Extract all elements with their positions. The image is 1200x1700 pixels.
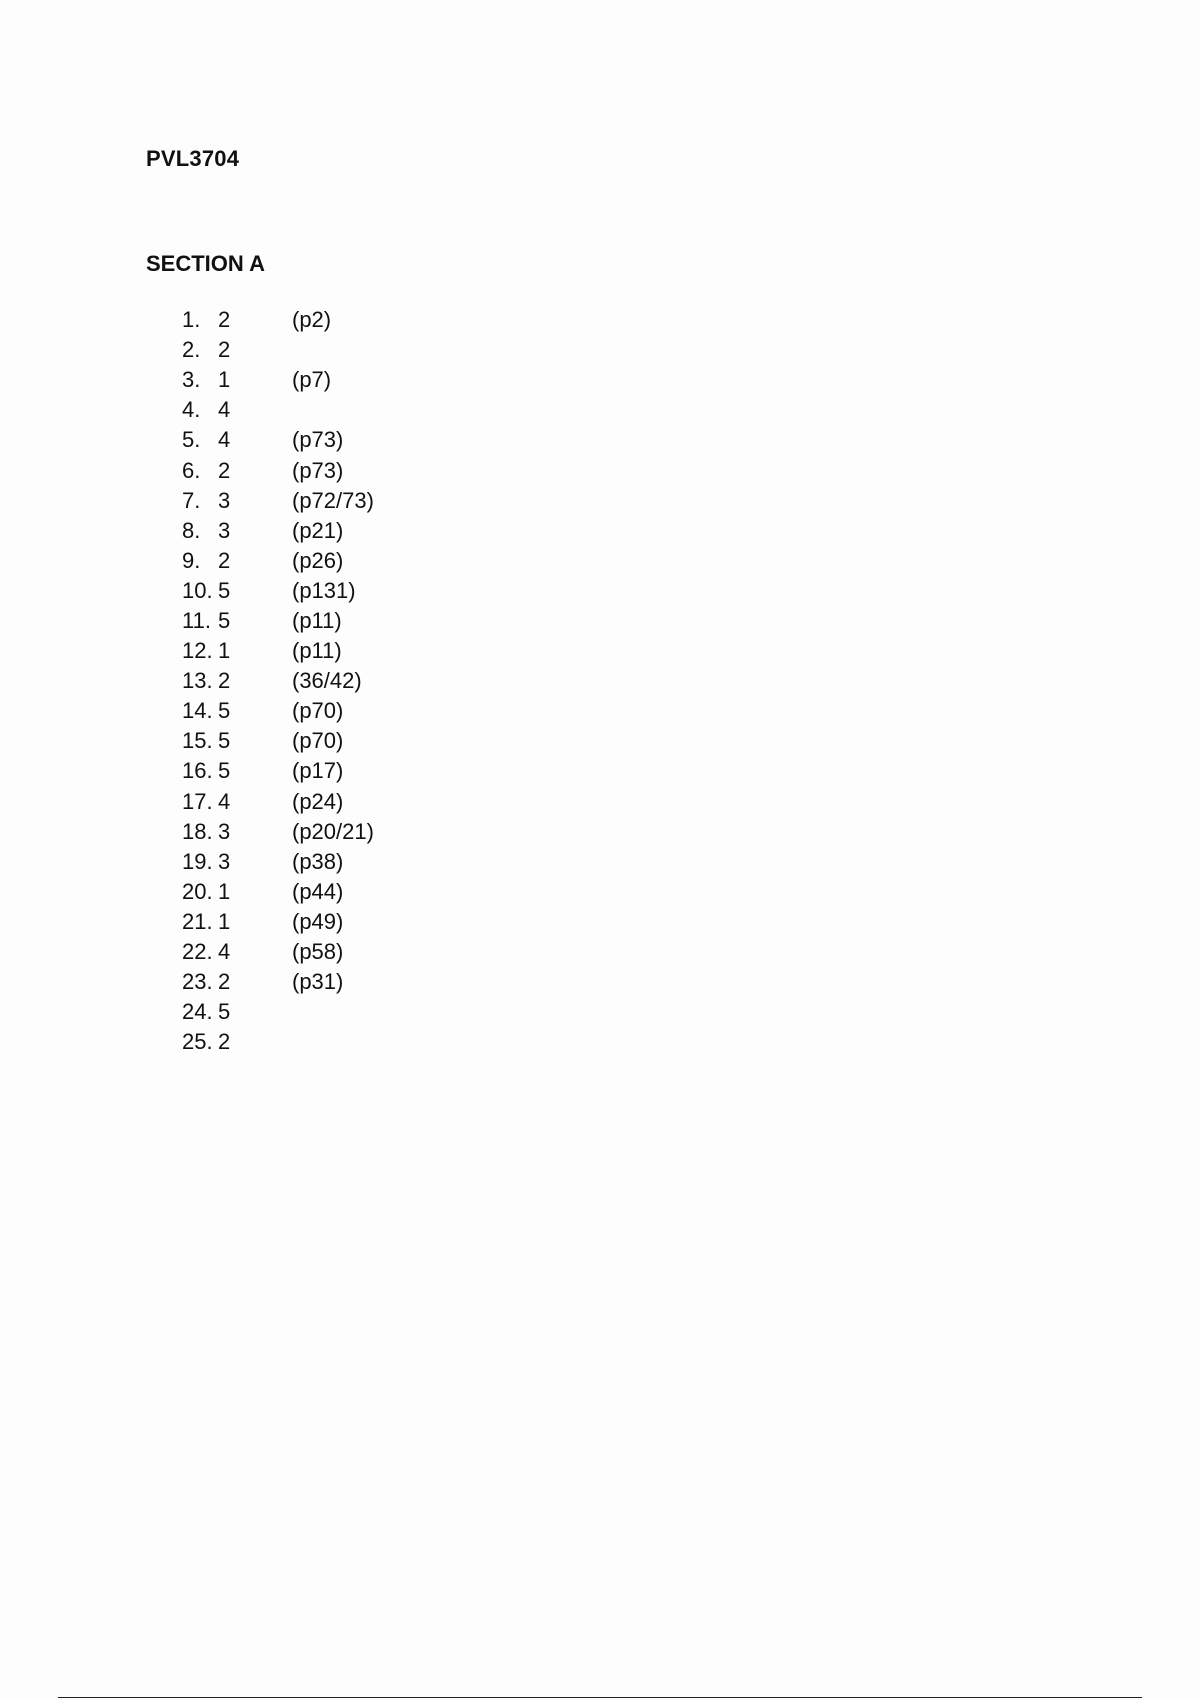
answer-choice: 5 — [218, 577, 231, 603]
question-number: 7. — [182, 487, 201, 513]
page-reference: (p11) — [292, 607, 342, 633]
answer-row — [182, 666, 374, 696]
answer-choice: 1 — [218, 908, 231, 934]
answer-choice: 5 — [218, 698, 231, 724]
page-reference: (p72/73) — [292, 487, 374, 513]
answer-choice: 4 — [218, 397, 231, 423]
page-reference: (p73) — [292, 457, 344, 483]
answer-row — [182, 817, 374, 847]
answer-row — [182, 486, 374, 516]
page-reference: (p44) — [292, 878, 344, 904]
question-number: 14. — [182, 698, 213, 724]
answer-list — [182, 305, 374, 1057]
answer-choice: 5 — [218, 758, 231, 784]
answer-row — [182, 335, 374, 365]
page-reference: (p2) — [292, 307, 332, 333]
question-number: 24. — [182, 999, 213, 1025]
page-reference: (p11) — [292, 638, 342, 664]
page-reference: (p58) — [292, 939, 344, 965]
question-number: 11. — [182, 607, 211, 633]
answer-row — [182, 756, 374, 786]
answer-row — [182, 546, 374, 576]
answer-choice: 5 — [218, 728, 231, 754]
answer-choice: 2 — [218, 668, 231, 694]
page-reference: (p70) — [292, 698, 344, 724]
section-title: SECTION A — [146, 251, 265, 276]
answer-choice: 3 — [218, 818, 231, 844]
question-number: 16. — [182, 758, 213, 784]
page-reference: (p21) — [292, 517, 344, 543]
question-number: 19. — [182, 848, 213, 874]
question-number: 10. — [182, 577, 213, 603]
footer-rule — [58, 1697, 1142, 1698]
question-number: 1. — [182, 307, 201, 333]
question-number: 8. — [182, 517, 201, 543]
answer-row — [182, 907, 374, 937]
answer-row — [182, 576, 374, 606]
question-number: 2. — [182, 337, 201, 363]
page-reference: (p17) — [292, 758, 344, 784]
answer-choice: 4 — [218, 788, 231, 814]
page-reference: (p7) — [292, 367, 332, 393]
answer-choice: 3 — [218, 848, 231, 874]
answer-row — [182, 877, 374, 907]
page-reference: (p70) — [292, 728, 344, 754]
question-number: 15. — [182, 728, 213, 754]
question-number: 18. — [182, 818, 213, 844]
answer-row — [182, 606, 374, 636]
answer-row — [182, 696, 374, 726]
answer-choice: 3 — [218, 517, 231, 543]
answer-choice: 2 — [218, 1029, 231, 1055]
answer-row — [182, 425, 374, 455]
question-number: 23. — [182, 969, 213, 995]
question-number: 17. — [182, 788, 213, 814]
answer-choice: 2 — [218, 307, 231, 333]
page-reference: (p38) — [292, 848, 344, 874]
answer-choice: 1 — [218, 638, 231, 664]
question-number: 6. — [182, 457, 201, 483]
answer-choice: 2 — [218, 547, 231, 573]
answer-row — [182, 395, 374, 425]
page-reference: (p31) — [292, 969, 344, 995]
question-number: 5. — [182, 427, 201, 453]
answer-choice: 2 — [218, 457, 231, 483]
answer-row — [182, 997, 374, 1027]
page-reference: (p20/21) — [292, 818, 374, 844]
answer-choice: 3 — [218, 487, 231, 513]
answer-row — [182, 305, 374, 335]
answer-row — [182, 937, 374, 967]
answer-row — [182, 636, 374, 666]
page-reference: (p24) — [292, 788, 344, 814]
question-number: 13. — [182, 668, 213, 694]
question-number: 12. — [182, 638, 213, 664]
answer-choice: 1 — [218, 878, 231, 904]
question-number: 25. — [182, 1029, 213, 1055]
answer-choice: 5 — [218, 607, 231, 633]
answer-choice: 4 — [218, 939, 231, 965]
answer-row — [182, 787, 374, 817]
question-number: 21. — [182, 908, 213, 934]
page-reference: (p131) — [292, 577, 356, 603]
page-reference: (p49) — [292, 908, 344, 934]
question-number: 22. — [182, 939, 213, 965]
course-code: PVL3704 — [146, 146, 240, 171]
question-number: 9. — [182, 547, 201, 573]
answer-choice: 1 — [218, 367, 231, 393]
answer-choice: 2 — [218, 969, 231, 995]
page-reference: (p26) — [292, 547, 344, 573]
question-number: 20. — [182, 878, 213, 904]
question-number: 4. — [182, 397, 201, 423]
answer-row — [182, 726, 374, 756]
page-reference: (36/42) — [292, 668, 362, 694]
answer-choice: 4 — [218, 427, 231, 453]
page-reference: (p73) — [292, 427, 344, 453]
answer-row — [182, 1027, 374, 1057]
answer-row — [182, 967, 374, 997]
question-number: 3. — [182, 367, 201, 393]
answer-row — [182, 847, 374, 877]
answer-row — [182, 455, 374, 485]
answer-row — [182, 365, 374, 395]
answer-choice: 2 — [218, 337, 231, 363]
answer-choice: 5 — [218, 999, 231, 1025]
answer-row — [182, 516, 374, 546]
